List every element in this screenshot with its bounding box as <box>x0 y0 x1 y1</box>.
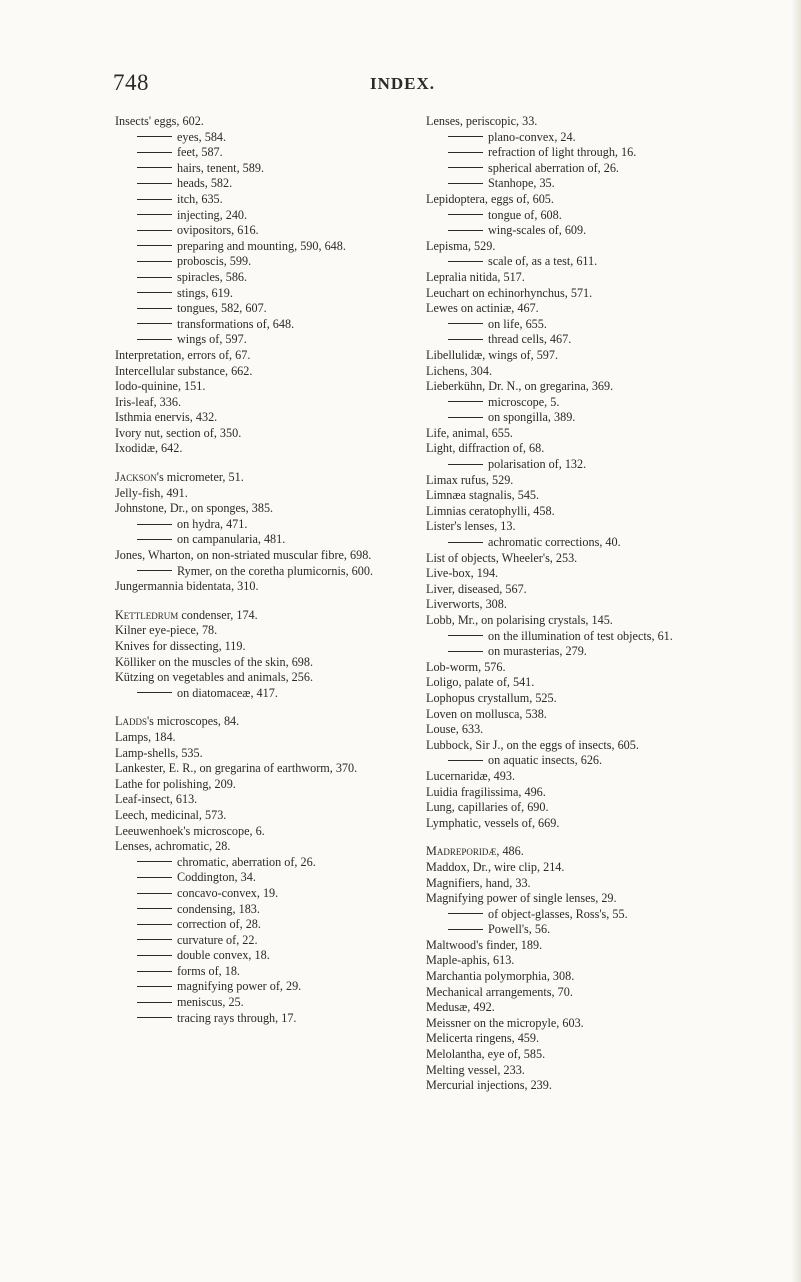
entry-text: meniscus, 25. <box>177 995 244 1010</box>
index-subentry <box>426 753 732 769</box>
index-entry <box>426 613 732 629</box>
index-subentry <box>115 192 415 208</box>
entry-text: wing-scales of, 609. <box>488 223 587 238</box>
entry-text: Lamp-shells, 535. <box>115 745 203 760</box>
entry-text: Johnstone, Dr., on sponges, 385. <box>115 501 274 516</box>
ditto-dash <box>448 230 483 231</box>
index-entry <box>426 192 732 208</box>
entry-text: tongues, 582, 607. <box>177 301 267 316</box>
index-entry <box>426 985 732 1001</box>
index-subentry <box>426 145 732 161</box>
entry-text: Rymer, on the coretha plumicornis, 600. <box>177 563 374 578</box>
entry-text: Lepidoptera, eggs of, 605. <box>426 191 554 206</box>
ditto-dash <box>448 152 483 153</box>
index-entry <box>426 301 732 317</box>
index-entry <box>115 623 415 639</box>
entry-text: achromatic corrections, 40. <box>488 535 621 550</box>
index-entry <box>426 800 732 816</box>
entry-text: Magnifying power of single lenses, 29. <box>426 891 617 906</box>
entry-text: of object-glasses, Ross's, 55. <box>488 906 628 921</box>
ditto-dash <box>137 692 172 693</box>
entry-text: concavo-convex, 19. <box>177 885 279 900</box>
ditto-dash <box>137 971 172 972</box>
entry-text: Limax rufus, 529. <box>426 472 514 487</box>
index-entry <box>426 860 732 876</box>
entry-text: Lophopus crystallum, 525. <box>426 690 557 705</box>
index-entry <box>426 488 732 504</box>
index-subentry <box>115 176 415 192</box>
index-entry <box>115 608 415 624</box>
entry-text: on the illumination of test objects, 61. <box>488 628 673 643</box>
page-edge <box>791 0 801 1282</box>
index-entry <box>426 597 732 613</box>
entry-text: Maple-aphis, 613. <box>426 953 515 968</box>
letter-section-gap <box>426 831 732 844</box>
index-entry <box>115 501 415 517</box>
entry-text: tongue of, 608. <box>488 207 562 222</box>
ditto-dash <box>448 261 483 262</box>
ditto-dash <box>137 323 172 324</box>
index-subentry <box>115 239 415 255</box>
entry-text: Lathe for polishing, 209. <box>115 776 236 791</box>
entry-text: Meissner on the micropyle, 603. <box>426 1015 584 1030</box>
ditto-dash <box>448 214 483 215</box>
index-subentry <box>426 644 732 660</box>
ditto-dash <box>137 261 172 262</box>
index-entry <box>115 746 415 762</box>
index-subentry <box>115 564 415 580</box>
entry-text: Mechanical arrangements, 70. <box>426 984 573 999</box>
index-entry <box>426 1078 732 1094</box>
index-entry <box>426 504 732 520</box>
entry-text: plano-convex, 24. <box>488 129 576 144</box>
index-subentry <box>426 922 732 938</box>
entry-text: Lister's lenses, 13. <box>426 519 516 534</box>
entry-text: ovipositors, 616. <box>177 223 259 238</box>
entry-text: Leaf-insect, 613. <box>115 792 198 807</box>
entry-text: spiracles, 586. <box>177 269 248 284</box>
entry-text: Iris-leaf, 336. <box>115 394 181 409</box>
entry-text: Leuchart on echinorhynchus, 571. <box>426 285 593 300</box>
ditto-dash <box>137 183 172 184</box>
index-column-left <box>115 114 415 1026</box>
index-entry <box>426 1047 732 1063</box>
entry-text: transformations of, 648. <box>177 316 295 331</box>
index-subentry <box>426 223 732 239</box>
entry-text: Lenses, achromatic, 28. <box>115 839 231 854</box>
index-entry <box>426 379 732 395</box>
index-entry <box>115 839 415 855</box>
entry-text: List of objects, Wheeler's, 253. <box>426 550 578 565</box>
index-subentry <box>115 1011 415 1027</box>
entry-text: Maltwood's finder, 189. <box>426 937 543 952</box>
index-subentry <box>115 270 415 286</box>
entry-text: curvature of, 22. <box>177 932 258 947</box>
index-entry <box>426 364 732 380</box>
entry-text: Magnifiers, hand, 33. <box>426 875 531 890</box>
entry-text: Melicerta ringens, 459. <box>426 1031 540 1046</box>
index-entry <box>115 639 415 655</box>
index-entry <box>426 938 732 954</box>
ditto-dash <box>137 277 172 278</box>
ditto-dash <box>137 939 172 940</box>
index-entry <box>426 891 732 907</box>
index-entry <box>426 348 732 364</box>
index-subentry <box>115 870 415 886</box>
entry-text: proboscis, 599. <box>177 254 252 269</box>
entry-text: on spongilla, 389. <box>488 410 576 425</box>
entry-text: heads, 582. <box>177 176 233 191</box>
ditto-dash <box>137 570 172 571</box>
index-entry <box>115 114 415 130</box>
entry-text: Lenses, periscopic, 33. <box>426 114 538 128</box>
entry-text: Intercellular substance, 662. <box>115 363 253 378</box>
index-entry <box>426 844 732 860</box>
entry-text: Stanhope, 35. <box>488 176 555 191</box>
entry-text: polarisation of, 132. <box>488 457 587 472</box>
index-entry <box>426 969 732 985</box>
index-entry <box>115 395 415 411</box>
index-entry <box>426 239 732 255</box>
entry-text: on aquatic insects, 626. <box>488 753 603 768</box>
entry-text: Jungermannia bidentata, 310. <box>115 579 259 594</box>
index-entry <box>426 816 732 832</box>
ditto-dash <box>137 292 172 293</box>
index-subentry <box>426 395 732 411</box>
index-subentry <box>115 145 415 161</box>
index-subentry <box>426 254 732 270</box>
ditto-dash <box>137 861 172 862</box>
index-entry <box>426 660 732 676</box>
ditto-dash <box>137 986 172 987</box>
page-title: INDEX. <box>370 74 436 93</box>
index-entry <box>426 566 732 582</box>
ditto-dash <box>448 760 483 761</box>
entry-text: Lob-worm, 576. <box>426 659 506 674</box>
ditto-dash <box>448 913 483 914</box>
index-subentry <box>115 332 415 348</box>
ditto-dash <box>448 542 483 543</box>
entry-text: on diatomaceæ, 417. <box>177 685 278 700</box>
entry-text: forms of, 18. <box>177 963 240 978</box>
entry-text: on hydra, 471. <box>177 516 248 531</box>
ditto-dash <box>137 136 172 137</box>
entry-text: condensing, 183. <box>177 901 260 916</box>
entry-text: Maddox, Dr., wire clip, 214. <box>426 859 565 874</box>
index-entry <box>426 1063 732 1079</box>
index-entry <box>115 824 415 840</box>
index-subentry <box>115 995 415 1011</box>
entry-text: Lichens, 304. <box>426 363 493 378</box>
index-entry <box>115 470 415 486</box>
entry-text: tracing rays through, 17. <box>177 1010 297 1025</box>
entry-text: Kützing on vegetables and animals, 256. <box>115 670 313 685</box>
entry-text: stings, 619. <box>177 285 233 300</box>
entry-text: Lubbock, Sir J., on the eggs of insects, 605. <box>426 737 639 752</box>
entry-text: Jelly-fish, 491. <box>115 485 188 500</box>
index-entry <box>115 441 415 457</box>
ditto-dash <box>137 199 172 200</box>
ditto-dash <box>137 1002 172 1003</box>
entry-text: Melolantha, eye of, 585. <box>426 1047 546 1062</box>
index-subentry <box>115 964 415 980</box>
index-entry <box>426 441 732 457</box>
ditto-dash <box>137 214 172 215</box>
entry-text: Loligo, palate of, 541. <box>426 675 535 690</box>
ditto-dash <box>137 893 172 894</box>
index-entry <box>426 473 732 489</box>
index-entry <box>115 579 415 595</box>
entry-text: Liver, diseased, 567. <box>426 581 527 596</box>
index-subentry <box>115 902 415 918</box>
entry-text: Lymphatic, vessels of, 669. <box>426 815 560 830</box>
index-entry <box>426 286 732 302</box>
index-entry <box>115 808 415 824</box>
entry-text: double convex, 18. <box>177 948 270 963</box>
entry-text: Live-box, 194. <box>426 566 499 581</box>
entry-text: Ixodidæ, 642. <box>115 441 183 456</box>
entry-text: Powell's, 56. <box>488 922 551 937</box>
index-subentry <box>426 907 732 923</box>
index-entry <box>426 582 732 598</box>
index-subentry <box>115 301 415 317</box>
entry-text: Limnias ceratophylli, 458. <box>426 503 555 518</box>
entry-text: itch, 635. <box>177 191 223 206</box>
entry-text: Jones, Wharton, on non-striated muscular fibre, 698. <box>115 548 372 563</box>
ditto-dash <box>448 417 483 418</box>
entry-text: Coddington, 34. <box>177 870 256 885</box>
index-entry <box>115 792 415 808</box>
entry-text: Limnæa stagnalis, 545. <box>426 488 540 503</box>
index-entry <box>426 691 732 707</box>
entry-text: chromatic, aberration of, 26. <box>177 854 316 869</box>
index-subentry <box>115 979 415 995</box>
entry-text: preparing and mounting, 590, 648. <box>177 238 346 253</box>
entry-text: Iodo-quinine, 151. <box>115 379 206 394</box>
ditto-dash <box>448 167 483 168</box>
entry-text: thread cells, 467. <box>488 332 572 347</box>
index-subentry <box>115 161 415 177</box>
index-entry <box>426 114 732 130</box>
entry-text: Kölliker on the muscles of the skin, 698. <box>115 654 314 669</box>
entry-text: Loven on mollusca, 538. <box>426 706 547 721</box>
index-entry <box>115 777 415 793</box>
index-entry <box>426 270 732 286</box>
ditto-dash <box>448 635 483 636</box>
index-entry <box>115 655 415 671</box>
ditto-dash <box>137 230 172 231</box>
index-subentry <box>115 317 415 333</box>
ditto-dash <box>137 167 172 168</box>
index-subentry <box>115 254 415 270</box>
index-subentry <box>115 886 415 902</box>
entry-text: Lobb, Mr., on polarising crystals, 145. <box>426 613 613 627</box>
ditto-dash <box>448 401 483 402</box>
entry-text: Lieberkühn, Dr. N., on gregarina, 369. <box>426 379 614 394</box>
index-entry <box>115 348 415 364</box>
letter-section-gap <box>115 701 415 714</box>
index-subentry <box>426 317 732 333</box>
entry-text: Life, animal, 655. <box>426 425 513 440</box>
index-subentry <box>426 208 732 224</box>
letter-section-gap <box>115 595 415 608</box>
index-entry <box>115 670 415 686</box>
ditto-dash <box>448 339 483 340</box>
index-entry <box>426 738 732 754</box>
ditto-dash <box>448 929 483 930</box>
index-subentry <box>426 332 732 348</box>
index-entry <box>115 486 415 502</box>
entry-text: Lewes on actiniæ, 467. <box>426 301 539 316</box>
index-subentry <box>115 223 415 239</box>
index-entry <box>115 364 415 380</box>
entry-text: injecting, 240. <box>177 207 248 222</box>
index-entry <box>115 730 415 746</box>
ditto-dash <box>448 183 483 184</box>
ditto-dash <box>137 955 172 956</box>
index-subentry <box>115 933 415 949</box>
section-lead-word: Ladds <box>115 714 147 729</box>
entry-text: microscope, 5. <box>488 394 560 409</box>
index-entry <box>426 785 732 801</box>
entry-text: condenser, 174. <box>178 607 258 622</box>
index-entry <box>426 876 732 892</box>
index-entry <box>426 953 732 969</box>
index-entry <box>115 548 415 564</box>
ditto-dash <box>137 924 172 925</box>
index-entry <box>115 714 415 730</box>
index-subentry <box>115 948 415 964</box>
entry-text: Marchantia polymorphia, 308. <box>426 969 575 984</box>
entry-text: wings of, 597. <box>177 332 247 347</box>
entry-text: Interpretation, errors of, 67. <box>115 347 251 362</box>
index-subentry <box>115 517 415 533</box>
entry-text: eyes, 584. <box>177 129 227 144</box>
entry-text: Luidia fragilissima, 496. <box>426 784 546 799</box>
index-entry <box>426 722 732 738</box>
index-entry <box>426 519 732 535</box>
index-subentry <box>115 286 415 302</box>
entry-text: 's microscopes, 84. <box>146 714 240 729</box>
ditto-dash <box>137 339 172 340</box>
entry-text: 's micrometer, 51. <box>156 470 244 485</box>
entry-text: on murasterias, 279. <box>488 644 587 659</box>
ditto-dash <box>137 908 172 909</box>
ditto-dash <box>137 524 172 525</box>
entry-text: Insects' eggs, 602. <box>115 114 204 128</box>
entry-text: Lucernaridæ, 493. <box>426 768 516 783</box>
entry-text: Lung, capillaries of, 690. <box>426 800 549 815</box>
entry-text: magnifying power of, 29. <box>177 979 302 994</box>
index-entry <box>115 426 415 442</box>
index-subentry <box>115 855 415 871</box>
index-entry <box>426 1016 732 1032</box>
entry-text: on campanularia, 481. <box>177 532 286 547</box>
entry-text: Lepralia nitida, 517. <box>426 269 525 284</box>
index-column-right <box>426 114 732 1094</box>
index-entry <box>426 1000 732 1016</box>
index-subentry <box>426 410 732 426</box>
entry-text: , 486. <box>496 844 524 859</box>
ditto-dash <box>448 323 483 324</box>
index-entry <box>115 761 415 777</box>
entry-text: feet, 587. <box>177 145 223 160</box>
index-entry <box>426 769 732 785</box>
section-lead-word: Jackson <box>115 470 157 485</box>
index-subentry <box>426 535 732 551</box>
entry-text: Lankester, E. R., on gregarina of earthworm, 370. <box>115 761 358 776</box>
letter-section-gap <box>115 457 415 470</box>
index-subentry <box>115 917 415 933</box>
ditto-dash <box>137 1017 172 1018</box>
entry-text: Knives for dissecting, 119. <box>115 639 246 653</box>
entry-text: Ivory nut, section of, 350. <box>115 425 242 440</box>
ditto-dash <box>448 464 483 465</box>
index-subentry <box>115 130 415 146</box>
entry-text: scale of, as a test, 611. <box>488 254 598 269</box>
index-subentry <box>115 208 415 224</box>
entry-text: Leeuwenhoek's microscope, 6. <box>115 823 265 838</box>
ditto-dash <box>137 245 172 246</box>
index-entry <box>426 707 732 723</box>
entry-text: Lepisma, 529. <box>426 238 496 253</box>
entry-text: Libellulidæ, wings of, 597. <box>426 347 559 362</box>
index-subentry <box>426 457 732 473</box>
ditto-dash <box>137 308 172 309</box>
entry-text: Light, diffraction of, 68. <box>426 441 545 456</box>
entry-text: Kilner eye-piece, 78. <box>115 623 218 638</box>
ditto-dash <box>137 877 172 878</box>
index-subentry <box>426 130 732 146</box>
entry-text: Mercurial injections, 239. <box>426 1078 552 1093</box>
page-number: 748 <box>113 70 149 95</box>
entry-text: Isthmia enervis, 432. <box>115 410 218 425</box>
entry-text: spherical aberration of, 26. <box>488 160 619 175</box>
entry-text: Medusæ, 492. <box>426 1000 495 1015</box>
index-entry <box>426 1031 732 1047</box>
index-subentry <box>426 161 732 177</box>
entry-text: Louse, 633. <box>426 722 484 737</box>
index-entry <box>426 426 732 442</box>
ditto-dash <box>137 152 172 153</box>
index-subentry <box>426 629 732 645</box>
index-subentry <box>115 532 415 548</box>
entry-text: Lamps, 184. <box>115 729 176 744</box>
section-lead-word: Madreporidæ <box>426 844 497 859</box>
entry-text: Liverworts, 308. <box>426 597 507 612</box>
entry-text: refraction of light through, 16. <box>488 145 637 160</box>
entry-text: Melting vessel, 233. <box>426 1062 525 1077</box>
entry-text: correction of, 28. <box>177 917 261 932</box>
index-entry <box>426 675 732 691</box>
index-entry <box>426 551 732 567</box>
ditto-dash <box>448 651 483 652</box>
section-lead-word: Kettledrum <box>115 607 179 622</box>
index-subentry <box>115 686 415 702</box>
ditto-dash <box>448 136 483 137</box>
entry-text: Leech, medicinal, 573. <box>115 807 227 822</box>
entry-text: on life, 655. <box>488 316 547 331</box>
entry-text: hairs, tenent, 589. <box>177 160 264 175</box>
index-entry <box>115 379 415 395</box>
index-subentry <box>426 176 732 192</box>
ditto-dash <box>137 539 172 540</box>
index-entry <box>115 410 415 426</box>
